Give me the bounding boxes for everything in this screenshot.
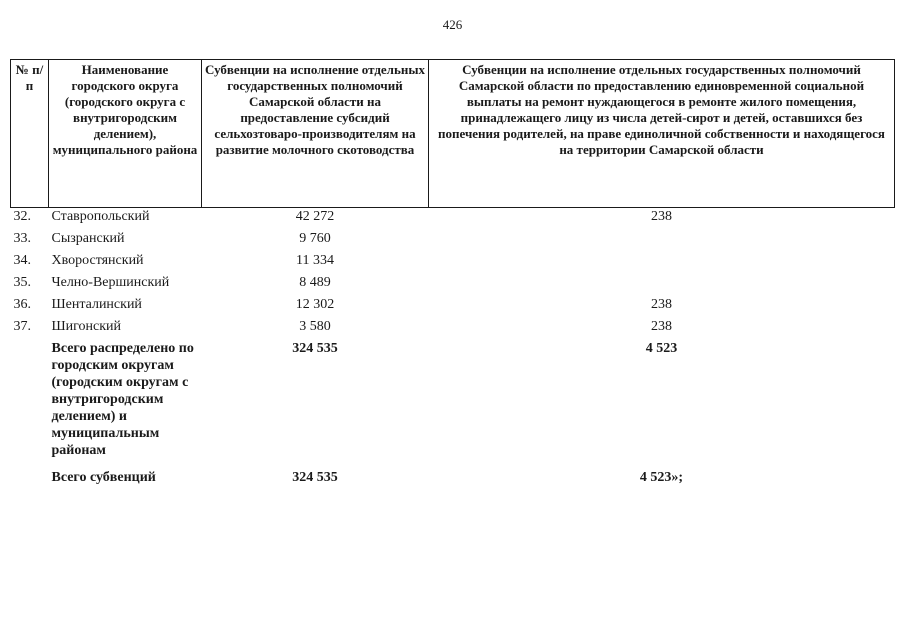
table-row xyxy=(11,230,895,252)
row-name: Сызранский xyxy=(51,231,125,246)
row-name: Шигонский xyxy=(51,319,122,334)
row-value-housing: 238 xyxy=(651,319,672,334)
row-value-housing: 238 xyxy=(651,209,672,224)
total-subventions-dairy: 324 535 xyxy=(292,470,338,485)
row-name: Шенталинский xyxy=(51,297,142,312)
row-value-dairy: 8 489 xyxy=(299,275,331,290)
table-row xyxy=(11,318,895,340)
total-subventions-label: Всего субвенций xyxy=(51,470,156,485)
row-number: 34. xyxy=(13,253,31,268)
row-value-dairy: 3 580 xyxy=(299,319,331,334)
row-number: 32. xyxy=(13,209,31,224)
row-value-dairy: 9 760 xyxy=(299,231,331,246)
table-row xyxy=(11,208,895,231)
total-subventions-housing: 4 523»; xyxy=(639,470,684,485)
total-distributed-dairy: 324 535 xyxy=(292,341,338,356)
header-dairy-subvention: Субвенции на исполнение отдельных государственных полномочий Самарской области на предоставление субсидий сельхозтоваро-производителям на развитие молочного скотоводства xyxy=(202,60,429,208)
row-value-housing: 238 xyxy=(651,297,672,312)
row-name: Челно-Вершинский xyxy=(51,275,170,290)
total-subventions-row xyxy=(11,469,895,501)
row-number: 36. xyxy=(13,297,31,312)
table-row xyxy=(11,296,895,318)
row-value-dairy: 12 302 xyxy=(295,297,335,312)
row-value-dairy: 42 272 xyxy=(295,209,335,224)
header-municipality: Наименование городского округа (городского округа с внутригородским делением), муниципального района xyxy=(49,60,202,208)
table-row xyxy=(11,274,895,296)
header-number: № п/п xyxy=(11,60,49,208)
row-number-empty xyxy=(11,469,49,501)
total-distributed-row xyxy=(11,340,895,469)
header-orphan-housing-subvention: Субвенции на исполнение отдельных государственных полномочий Самарской области по предоставлению единовременной социальной выплаты на ремонт нуждающегося в ремонте жилого помещения, принадлежащего лицу из числа детей-сирот и детей, оставшихся без попечения родителей, на праве единоличной собственности и находящегося на территории Самарской области xyxy=(429,60,895,208)
row-number: 33. xyxy=(13,231,31,246)
row-value-housing xyxy=(429,252,895,274)
row-value-housing xyxy=(429,274,895,296)
subventions-table xyxy=(10,59,895,501)
row-number: 35. xyxy=(13,275,31,290)
row-value-dairy: 11 334 xyxy=(296,253,334,268)
row-name: Ставропольский xyxy=(51,209,150,224)
row-name: Хворостянский xyxy=(51,253,144,268)
table-header-row xyxy=(11,60,895,208)
table-row xyxy=(11,252,895,274)
row-number-empty xyxy=(11,340,49,469)
total-distributed-housing: 4 523 xyxy=(645,341,678,356)
total-distributed-label: Всего распределено по городским округам (городским округам с внутригородским делением) и муниципальным районам xyxy=(51,341,194,458)
row-value-housing xyxy=(429,230,895,252)
page-number: 426 xyxy=(442,17,463,32)
row-number: 37. xyxy=(13,319,31,334)
